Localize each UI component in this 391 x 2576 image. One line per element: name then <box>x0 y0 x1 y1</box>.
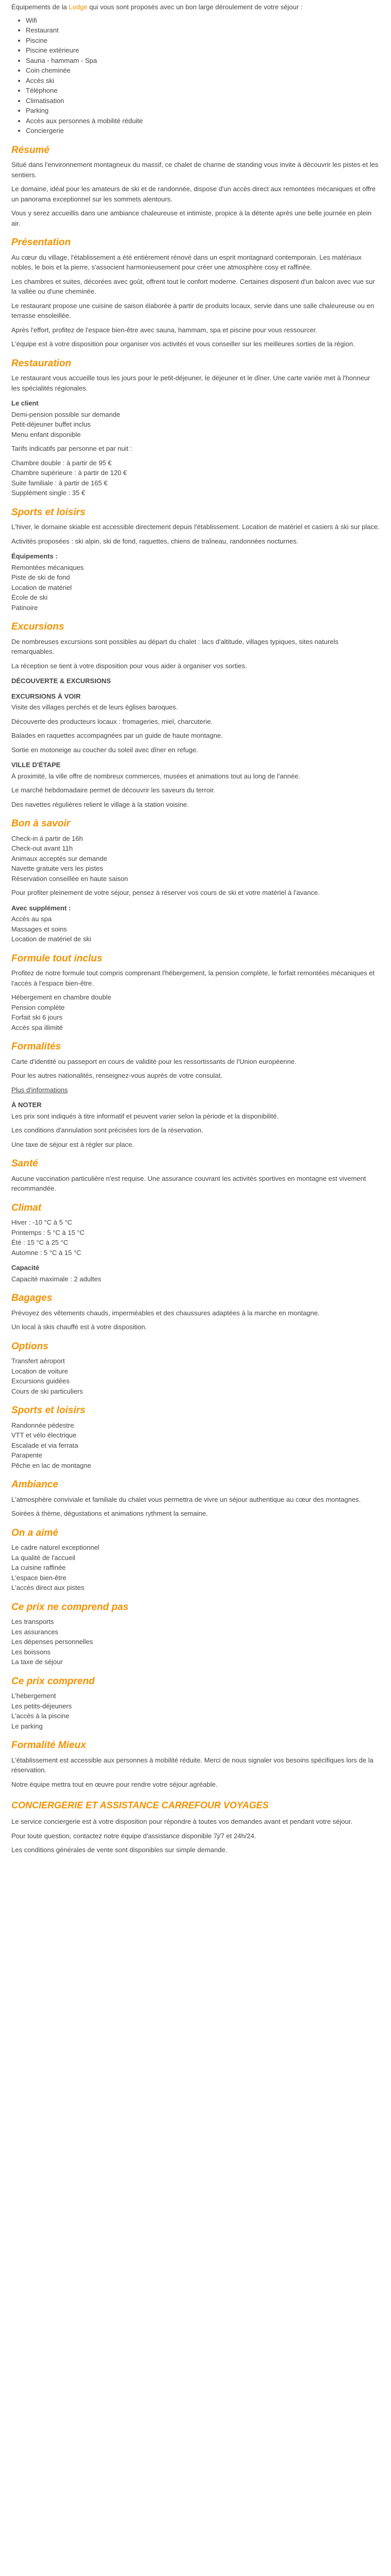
line-list <box>11 992 380 1032</box>
line: La qualité de l'accueil <box>11 1553 75 1562</box>
section-title-presentation: Présentation <box>11 237 71 248</box>
intro-after: qui vous sont proposés avec un bon large déroulement de votre séjour : <box>87 3 303 11</box>
section-title-resume: Résumé <box>11 144 50 156</box>
line-list <box>11 1617 380 1667</box>
section-title-bon-a-savoir: Bon à savoir <box>11 818 71 829</box>
line: Animaux acceptés sur demande <box>11 854 107 862</box>
amenity-item: • Accès aux personnes à mobilité réduite <box>26 116 380 126</box>
line: Été : 15 °C à 25 °C <box>11 1239 69 1246</box>
subsection-title: VILLE D'ÉTAPE <box>11 761 61 769</box>
section-title-climat: Climat <box>11 1202 42 1213</box>
paragraph: Les conditions d'annulation sont précisées lors de la réservation. <box>11 1126 203 1134</box>
paragraph: Des navettes régulières relient le village à la station voisine. <box>11 800 189 808</box>
line: Remontées mécaniques <box>11 563 84 571</box>
amenity-item: • Accès ski <box>26 76 380 86</box>
section-title-sports: Sports et loisirs <box>11 506 86 518</box>
paragraph: Le restaurant vous accueille tous les jours pour le petit-déjeuner, le déjeuner et le dîner. Une carte variée met à l'honneur les spécialités régionales. <box>11 374 370 392</box>
section-title-on-a-aime: On a aimé <box>11 1527 58 1538</box>
amenity-item: • Piscine <box>26 36 380 46</box>
line-list <box>11 834 380 884</box>
line-list <box>11 1691 380 1731</box>
section-title-formule: Formule tout inclus <box>11 953 103 964</box>
subsection-title: DÉCOUVERTE & EXCURSIONS <box>11 677 111 685</box>
conciergerie-title: CONCIERGERIE ET ASSISTANCE CARREFOUR VOYAGES <box>11 1800 269 1810</box>
amenity-item: • Sauna - hammam - Spa <box>26 56 380 66</box>
paragraph: Les chambres et suites, décorées avec goût, offrent tout le confort moderne. Certaines disposent d'un balcon avec vue sur la vallée ou d'une cheminée. <box>11 277 375 295</box>
line: Parapente <box>11 1451 42 1459</box>
line: Le parking <box>11 1722 43 1730</box>
paragraph: Découverte des producteurs locaux : fromageries, miel, charcuterie. <box>11 717 213 725</box>
paragraph: Aucune vaccination particulière n'est requise. Une assurance couvrant les activités sportives en montagne est vivement recommandée. <box>11 1174 366 1192</box>
section-title-excursions: Excursions <box>11 621 64 632</box>
line: Accès spa illimité <box>11 1023 63 1031</box>
line: Capacité maximale : 2 adultes <box>11 1275 102 1283</box>
paragraph: Soirées à thème, dégustations et animations rythment la semaine. <box>11 1510 208 1517</box>
section-title-sante: Santé <box>11 1158 38 1169</box>
line-list <box>11 1274 380 1284</box>
subsection-title: EXCURSIONS À VOIR <box>11 692 81 700</box>
more-info-link[interactable]: Plus d'informations <box>11 1086 68 1094</box>
paragraph: Le service conciergerie est à votre disposition pour répondre à toutes vos demandes avant et pendant votre séjour. <box>11 1818 353 1825</box>
paragraph: Visite des villages perchés et de leurs églises baroques. <box>11 703 178 711</box>
intro-text <box>11 2 380 12</box>
paragraph: Au cœur du village, l'établissement a été entièrement rénové dans un esprit montagnard contemporain. Les matériaux nobles, le bois et la pierre, s'associent harmonieusement pour créer une atmosphère cosy et raffinée. <box>11 253 362 271</box>
line: Randonnée pédestre <box>11 1421 74 1429</box>
line: Les assurances <box>11 1628 59 1636</box>
section-title-formalites: Formalités <box>11 1041 61 1052</box>
paragraph: Situé dans l'environnement montagneux du massif, ce chalet de charme de standing vous invite à découvrir les pistes et les sentiers. <box>11 161 379 179</box>
line: Navette gratuite vers les pistes <box>11 865 103 872</box>
amenities-list <box>11 15 380 136</box>
line: Pension complète <box>11 1003 65 1011</box>
amenity-item: • Téléphone <box>26 86 380 96</box>
subsection-title: Le client <box>11 399 39 407</box>
paragraph: La réception se tient à votre disposition pour vous aider à organiser vos sorties. <box>11 662 247 670</box>
line: École de ski <box>11 594 48 601</box>
amenity-item: • Restaurant <box>26 25 380 36</box>
line: Piste de ski de fond <box>11 573 70 581</box>
line-list <box>11 1543 380 1593</box>
line: Forfait ski 6 jours <box>11 1013 62 1021</box>
subsection-title: Avec supplément : <box>11 904 71 912</box>
amenity-item: • Wifi <box>26 15 380 26</box>
paragraph: Un local à skis chauffé est à votre disposition. <box>11 1323 147 1331</box>
line-list <box>11 914 380 944</box>
line: L'accès direct aux pistes <box>11 1584 85 1591</box>
line: Automne : 5 °C à 15 °C <box>11 1248 82 1257</box>
paragraph: Activités proposées : ski alpin, ski de fond, raquettes, chiens de traîneau, randonnées nocturnes. <box>11 537 299 545</box>
paragraph: Pour toute question, contactez notre équipe d'assistance disponible 7j/7 et 24h/24. <box>11 1832 256 1840</box>
line: Check-out avant 11h <box>11 844 73 852</box>
paragraph: Les prix sont indiqués à titre informatif et peuvent varier selon la période et la disponibilité. <box>11 1112 279 1120</box>
line: L'espace bien-être <box>11 1573 67 1582</box>
line: Excursions guidées <box>11 1377 70 1385</box>
line: Hiver : -10 °C à 5 °C <box>11 1218 73 1226</box>
amenity-item: • Piscine extérieure <box>26 45 380 56</box>
line: Location de matériel <box>11 583 72 591</box>
line: Printemps : 5 °C à 15 °C <box>11 1228 85 1236</box>
tarif-line: Suite familiale : à partir de 165 € <box>11 479 108 487</box>
line: La cuisine raffinée <box>11 1564 66 1571</box>
paragraph: Prévoyez des vêtements chauds, imperméables et des chaussures adaptées à la marche en montagne. <box>11 1309 320 1317</box>
paragraph: L'hiver, le domaine skiable est accessible directement depuis l'établissement. Location de matériel et casiers à ski sur place. <box>11 523 380 531</box>
line: Réservation conseillée en haute saison <box>11 874 128 883</box>
section-title-ambiance: Ambiance <box>11 1479 58 1490</box>
tarif-line: Chambre supérieure : à partir de 120 € <box>11 469 127 477</box>
tarifs-intro: Tarifs indicatifs par personne et par nuit : <box>11 445 133 452</box>
line: Demi-pension possible sur demande <box>11 410 121 418</box>
amenity-item: • Conciergerie <box>26 126 380 136</box>
paragraph: Pour profiter pleinement de votre séjour, pensez à réserver vos cours de ski et votre matériel à l'avance. <box>11 889 320 896</box>
section-title-options: Options <box>11 1341 48 1352</box>
section-title-prix-inclus: Ce prix comprend <box>11 1675 95 1687</box>
paragraph: Notre équipe mettra tout en œuvre pour rendre votre séjour agréable. <box>11 1780 218 1788</box>
line: Les dépenses personnelles <box>11 1638 93 1646</box>
line-list <box>11 1356 380 1396</box>
paragraph: Le restaurant propose une cuisine de saison élaborée à partir de produits locaux, servie dans une salle chaleureuse ou en terrasse ensoleillée. <box>11 301 374 319</box>
section-title-handicap: Formalité Mieux <box>11 1740 86 1751</box>
paragraph: Profitez de notre formule tout compris comprenant l'hébergement, la pension complète, le forfait remontées mécaniques et l'accès à l'espace bien-être. <box>11 969 375 987</box>
line: Menu enfant disponible <box>11 430 81 438</box>
line: La taxe de séjour <box>11 1658 63 1666</box>
paragraph: Le domaine, idéal pour les amateurs de ski et de randonnée, dispose d'un accès direct aux remontées mécaniques et offre un panorama exceptionnel sur les sommets alentours. <box>11 185 376 203</box>
paragraph: Sortie en motoneige au coucher du soleil avec dîner en refuge. <box>11 745 199 754</box>
paragraph: Après l'effort, profitez de l'espace bien-être avec sauna, hammam, spa et piscine pour vous ressourcer. <box>11 326 317 334</box>
amenity-item: • Parking <box>26 106 380 116</box>
line-list <box>11 410 380 440</box>
line: Location de matériel de ski <box>11 935 91 943</box>
paragraph: Une taxe de séjour est à régler sur place. <box>11 1140 134 1148</box>
line: Pêche en lac de montagne <box>11 1461 91 1469</box>
paragraph: Carte d'identité ou passeport en cours de validité pour les ressortissants de l'Union européenne. <box>11 1057 297 1065</box>
line: Les transports <box>11 1618 54 1625</box>
paragraph: Les conditions générales de vente sont disponibles sur simple demande. <box>11 1846 227 1854</box>
line: Check-in à partir de 16h <box>11 834 83 842</box>
intro-before: Équipements de la <box>11 3 69 11</box>
line-list <box>11 1420 380 1471</box>
section-title-bagages: Bagages <box>11 1293 53 1303</box>
line: VTT et vélo électrique <box>11 1431 77 1439</box>
amenity-item: • Climatisation <box>26 96 380 106</box>
line: Petit-déjeuner buffet inclus <box>11 420 91 428</box>
line: Accès au spa <box>11 915 52 923</box>
line: Cours de ski particuliers <box>11 1387 83 1395</box>
section-title-sports-ete: Sports et loisirs <box>11 1405 86 1416</box>
line: Location de voiture <box>11 1367 68 1375</box>
paragraph: L'équipe est à votre disposition pour organiser vos activités et vous conseiller sur les meilleures sorties de la région. <box>11 340 355 348</box>
line: Le cadre naturel exceptionnel <box>11 1544 100 1551</box>
tarif-line: Chambre double : à partir de 95 € <box>11 459 112 467</box>
paragraph: À proximité, la ville offre de nombreux commerces, musées et animations tout au long de l'année. <box>11 772 301 780</box>
line: L'hébergement <box>11 1692 56 1700</box>
section-title-restauration: Restauration <box>11 358 72 369</box>
paragraph: Le marché hebdomadaire permet de découvrir les saveurs du terroir. <box>11 786 216 794</box>
paragraph: L'atmosphère conviviale et familiale du chalet vous permettra de vivre un séjour authentique au cœur des montagnes. <box>11 1495 361 1503</box>
line: Hébergement en chambre double <box>11 993 111 1001</box>
paragraph: Pour les autres nationalités, renseignez-vous auprès de votre consulat. <box>11 1072 223 1079</box>
amenity-item: • Coin cheminée <box>26 65 380 76</box>
line: Les petits-déjeuners <box>11 1702 72 1710</box>
line: Les boissons <box>11 1648 51 1656</box>
line-list <box>11 1217 380 1258</box>
paragraph: Vous y serez accueillis dans une ambiance chaleureuse et intimiste, propice à la détente après une belle journée en plein air. <box>11 209 372 227</box>
subsection-title: Équipements : <box>11 552 58 560</box>
subsection-title: Capacité <box>11 1264 40 1272</box>
section-title-prix-exclus: Ce prix ne comprend pas <box>11 1601 129 1613</box>
paragraph: De nombreuses excursions sont possibles au départ du chalet : lacs d'altitude, villages typiques, sites naturels remarquables. <box>11 637 339 655</box>
line: Transfert aéroport <box>11 1357 65 1365</box>
line: Patinoire <box>11 603 38 612</box>
line: Massages et soins <box>11 925 67 933</box>
line: Escalade et via ferrata <box>11 1441 78 1449</box>
line-list <box>11 563 380 613</box>
intro-highlight: Lodge <box>69 3 88 11</box>
tarifs-list <box>11 458 380 498</box>
paragraph: L'établissement est accessible aux personnes à mobilité réduite. Merci de nous signaler vos besoins spécifiques lors de la réservation. <box>11 1756 373 1774</box>
subsection-title: À NOTER <box>11 1101 42 1109</box>
tarif-line: Supplément single : 35 € <box>11 489 86 497</box>
line: L'accès à la piscine <box>11 1712 70 1720</box>
paragraph: Balades en raquettes accompagnées par un guide de haute montagne. <box>11 732 223 739</box>
